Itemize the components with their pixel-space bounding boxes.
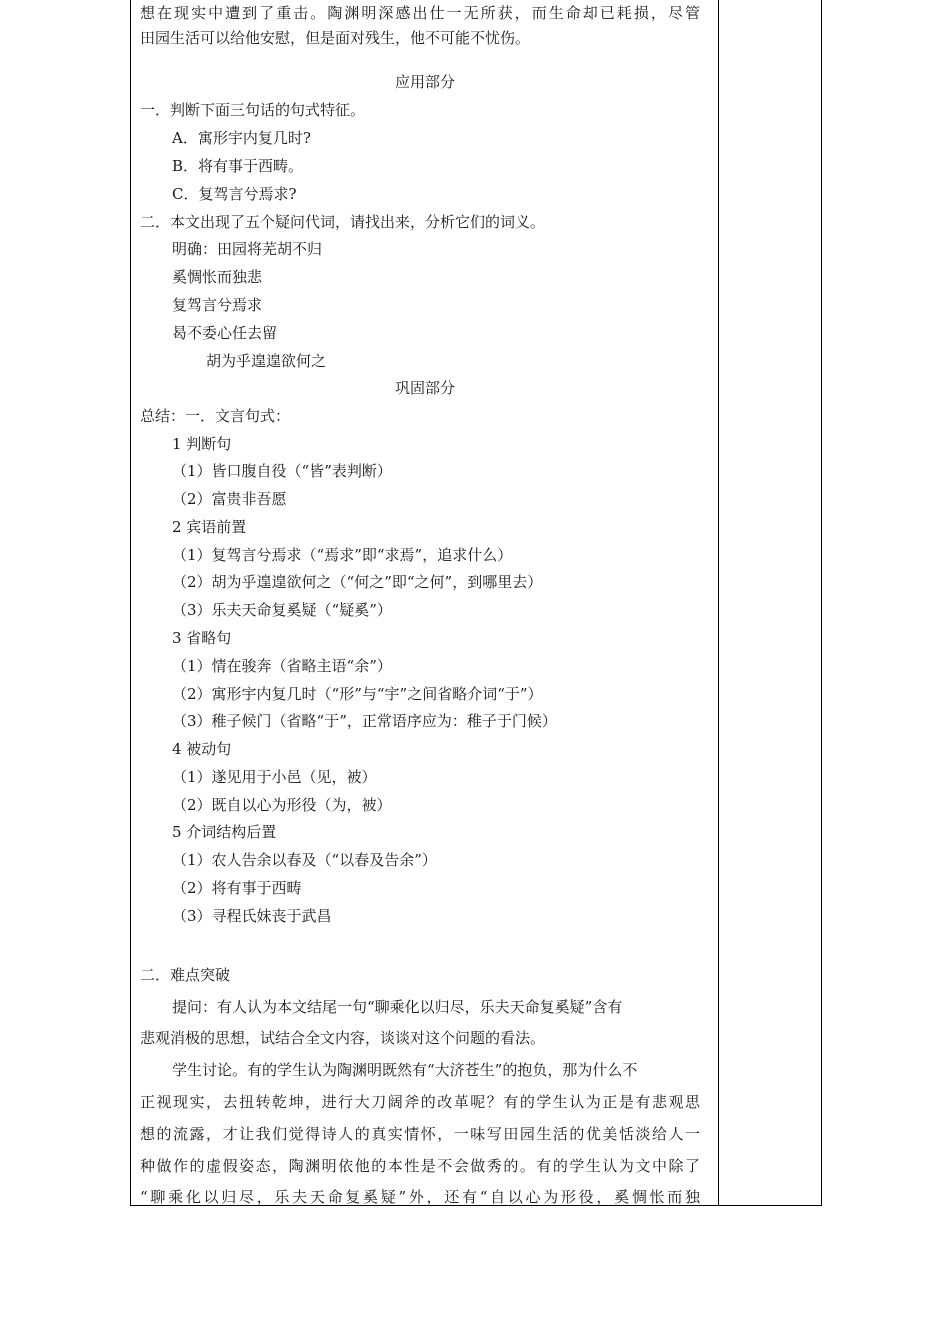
list-item: （2）既自以心为形役（为，被） bbox=[172, 796, 392, 814]
list-item: （3）乐夫天命复奚疑（“疑奚”） bbox=[172, 601, 392, 619]
paragraph-line: 悲观消极的思想，试结合全文内容，谈谈对这个问题的看法。 bbox=[140, 1029, 546, 1047]
list-heading: 2 宾语前置 bbox=[172, 518, 247, 536]
paragraph-line: 想的流露，才让我们觉得诗人的真实情怀，一味写田园生活的优美恬淡给人一 bbox=[140, 1125, 700, 1143]
list-item: （2）寓形宇内复几时（“形”与“宇”之间省略介词“于”） bbox=[172, 685, 543, 703]
option-a: A．寓形宇内复几时? bbox=[172, 129, 311, 147]
option-c: C．复驾言兮焉求? bbox=[172, 185, 297, 203]
section-title-application: 应用部分 bbox=[394, 73, 455, 91]
list-heading: 4 被动句 bbox=[172, 740, 232, 758]
list-item: （3）寻程氏妹丧于武昌 bbox=[172, 907, 332, 925]
question-heading: 一．判断下面三句话的句式特征。 bbox=[140, 101, 366, 119]
answer-line: 明确：田园将芜胡不归 bbox=[172, 240, 323, 258]
answer-line: 奚惆怅而独悲 bbox=[172, 268, 263, 286]
answer-line: 复驾言兮焉求 bbox=[172, 296, 263, 314]
list-item: （2）将有事于西畴 bbox=[172, 879, 302, 897]
list-item: （2）胡为乎遑遑欲何之（“何之”即“之何”，到哪里去） bbox=[172, 573, 543, 591]
section-title-consolidation: 巩固部分 bbox=[394, 379, 455, 397]
paragraph-line: 种做作的虚假姿态，陶渊明依他的本性是不会做秀的。有的学生认为文中除了 bbox=[140, 1157, 700, 1175]
paragraph-line: 正视现实，去扭转乾坤，进行大刀阔斧的改革呢？有的学生认为正是有悲观思 bbox=[140, 1093, 700, 1111]
list-item: （2）富贵非吾愿 bbox=[172, 490, 287, 508]
answer-line: 胡为乎遑遑欲何之 bbox=[206, 352, 327, 370]
answer-line: 曷不委心任去留 bbox=[172, 324, 278, 342]
paragraph-line: 学生讨论。有的学生认为陶渊明既然有“大济苍生”的抱负，那为什么不 bbox=[172, 1061, 638, 1079]
list-heading: 1 判断句 bbox=[172, 435, 232, 453]
list-item: （1）农人告余以春及（“以春及告余”） bbox=[172, 851, 437, 869]
text-line: 想在现实中遭到了重击。陶渊明深感出仕一无所获，而生命却已耗损，尽管 bbox=[140, 4, 700, 22]
list-item: （1）复驾言兮焉求（“焉求”即“求焉”，追求什么） bbox=[172, 546, 513, 564]
list-heading: 5 介词结构后置 bbox=[172, 823, 277, 841]
summary-heading: 总结：一．文言句式： bbox=[140, 407, 291, 425]
question-heading: 二．本文出现了五个疑问代词，请找出来，分析它们的词义。 bbox=[140, 213, 546, 231]
list-item: （1）情在骏奔（省略主语“余”） bbox=[172, 657, 392, 675]
difficulty-heading: 二．难点突破 bbox=[140, 966, 231, 984]
column-divider bbox=[718, 0, 719, 1206]
text-line: 田园生活可以给他安慰，但是面对残生，他不可能不忧伤。 bbox=[140, 29, 531, 47]
list-item: （1）皆口腹自役（“皆”表判断） bbox=[172, 462, 392, 480]
list-heading: 3 省略句 bbox=[172, 629, 232, 647]
list-item: （1）遂见用于小邑（见，被） bbox=[172, 768, 377, 786]
option-b: B．将有事于西畴。 bbox=[172, 157, 304, 175]
paragraph-line: “聊乘化以归尽，乐夫天命复奚疑”外，还有“自以心为形役，奚惆怅而独 bbox=[140, 1188, 700, 1206]
paragraph-line: 提问：有人认为本文结尾一句“聊乘化以归尽，乐夫天命复奚疑”含有 bbox=[172, 998, 623, 1016]
list-item: （3）稚子候门（省略“于”，正常语序应为：稚子于门候） bbox=[172, 712, 557, 730]
